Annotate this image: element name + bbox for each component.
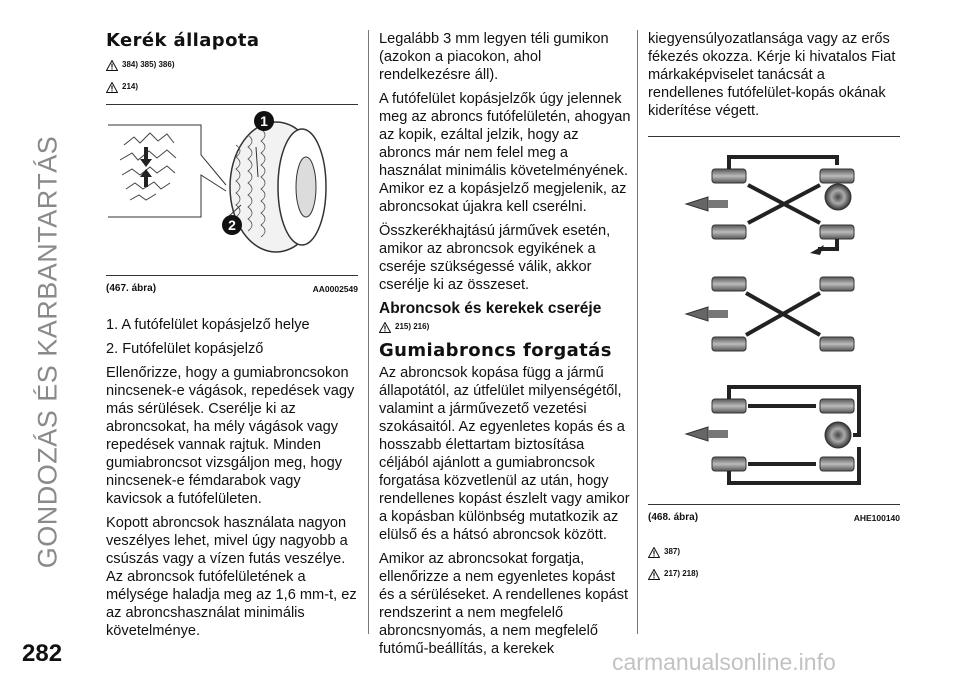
paragraph: Összkerékhajtású járművek esetén, amikor az abroncsok egyikének a cseréje szükségessé válik, akkor cserélje ki az összeset.	[379, 223, 611, 293]
warning-ref: 217) 218)	[648, 567, 900, 581]
warning-icon	[648, 569, 660, 580]
paragraph: kiegyensúlyozatlansága vagy az erős fékezés okozza. Kérje ki hivatalos Fiat márkaképviselet tanácsát a rendellenes futófelület-kopás okának kiderítése végett.	[648, 31, 896, 119]
warning-ref: 214)	[106, 80, 358, 94]
column-divider	[368, 30, 369, 634]
page-number: 282	[22, 640, 63, 667]
column-3	[648, 30, 900, 583]
subsection-heading: Abroncsok és kerekek cseréje	[379, 300, 602, 317]
rotation-pattern-1	[686, 157, 854, 255]
warning-ref: 387)	[648, 545, 900, 559]
paragraph: Kopott abroncsok használata nagyon veszélyes lehet, mivel úgy nagyobb a csúszás vagy a vízen futás veszélye. Az abroncsok futófelületének a mélysége haladja meg az 1,6 mm-t, ez az abroncshasználat minimális követelménye.	[106, 515, 357, 639]
column-divider	[637, 30, 638, 634]
figure-468	[648, 136, 900, 527]
column-2	[379, 30, 631, 664]
warning-icon	[648, 547, 660, 558]
watermark: carmanualsonline.info	[612, 649, 836, 675]
column-1	[106, 32, 358, 646]
front-arrow-icon	[686, 427, 708, 441]
spare-tire	[825, 184, 851, 210]
svg-text:2: 2	[228, 217, 236, 233]
spare-tire	[825, 422, 851, 448]
paragraph: Az abroncsok kopása függ a jármű állapotától, az útfelület milyenségétől, valamint a járművezető vezetési szokásaitól. Az egyenletes kopás és a hosszabb élettartam biztosítása céljából ajánlott a gumiabroncsok forgatása közvetlenül az után, hogy rendellenes kopást észlelt vagy amikor a kopásban különbség mutatkozik az elülső és a hátsó abroncsok között.	[379, 365, 630, 543]
figure-467	[106, 104, 358, 298]
figure-caption: (468. ábra) AHE100140	[648, 512, 900, 523]
paragraph: Amikor az abroncsokat forgatja, ellenőrizze a nem egyenletes kopást és a sérüléseket. A rendellenes kopást rendszerint a nem megfelelő abroncsnyomás, a nem megfelelő futómű-beállítás, a kerekek	[379, 551, 629, 657]
list-item: 2. Futófelület kopásjelző	[106, 341, 264, 357]
front-arrow-icon	[686, 307, 708, 321]
rotation-pattern-3	[686, 387, 859, 483]
paragraph: A futófelület kopásjelzők úgy jelennek meg az abroncs futófelületén, ahogyan az kopik, ezáltal jelzik, hogy az abroncs már nem felel meg a használat minimális követelményének. Amikor ez a kopásjelző megjelenik, az abroncsokat újakra kell cserélni.	[379, 91, 631, 215]
warning-icon	[106, 60, 118, 71]
tire-rotation-diagram	[648, 137, 900, 499]
svg-text:1: 1	[260, 113, 268, 129]
arrow-down-icon	[140, 159, 152, 167]
front-arrow-icon	[686, 197, 708, 211]
rotation-pattern-2	[686, 277, 854, 351]
paragraph: Legalább 3 mm legyen téli gumikon (azokon a piacokon, ahol rendelkezésre áll).	[379, 31, 609, 83]
figure-caption: (467. ábra) AA0002549	[106, 283, 358, 294]
warning-icon	[379, 322, 391, 333]
tire-tread-illustration	[106, 105, 358, 270]
warning-ref: 215) 216)	[379, 320, 631, 334]
section-heading: Gumiabroncs forgatás	[379, 340, 612, 361]
section-heading: Kerék állapota	[106, 30, 260, 51]
list-item: 1. A futófelület kopásjelző helye	[106, 317, 310, 333]
paragraph: Ellenőrizze, hogy a gumiabroncsokon nincsenek-e vágások, repedések vagy más sérülések. Cserélje ki az abroncsokat, ha mély vágások vagy repedések vannak rajtuk. Minden gumiabroncsot vizsgáljon meg, hogy nincsenek-e fémdarabok vagy kavicsok a futófelületen.	[106, 365, 355, 507]
warning-icon	[106, 82, 118, 93]
warning-ref: 384) 385) 386)	[106, 58, 358, 72]
wear-indicator-arrow	[144, 147, 148, 159]
